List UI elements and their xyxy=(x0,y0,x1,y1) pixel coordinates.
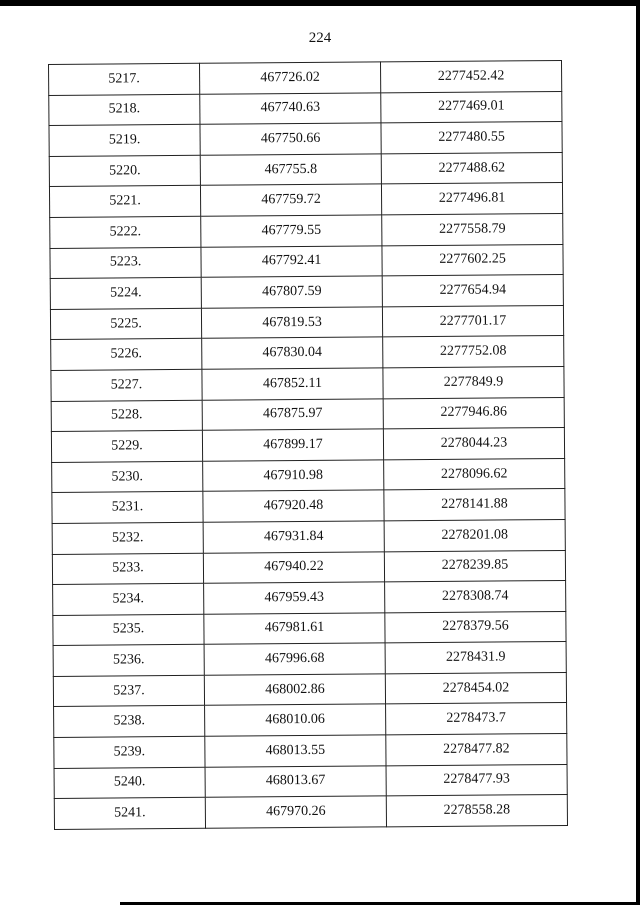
point-number-cell: 5222. xyxy=(50,216,201,248)
y-coordinate-cell: 2278379.56 xyxy=(385,611,566,643)
y-coordinate-cell: 2278477.82 xyxy=(386,734,567,766)
point-number-cell: 5227. xyxy=(51,369,202,401)
table-row xyxy=(52,519,565,554)
point-number-cell: 5232. xyxy=(52,522,203,554)
point-number-cell: 5226. xyxy=(51,339,202,371)
table-row xyxy=(49,60,562,95)
point-number-cell: 5235. xyxy=(53,614,204,646)
point-number-cell: 5234. xyxy=(53,583,204,615)
table-row xyxy=(51,428,564,463)
y-coordinate-cell: 2278239.85 xyxy=(384,550,565,582)
table-row xyxy=(54,703,567,738)
point-number-cell: 5225. xyxy=(50,308,201,340)
table-row xyxy=(49,122,562,157)
point-number-cell: 5220. xyxy=(49,155,200,187)
table-row xyxy=(53,642,566,677)
point-number-cell: 5241. xyxy=(54,798,205,830)
x-coordinate-cell: 467875.97 xyxy=(202,398,383,430)
y-coordinate-cell: 2277558.79 xyxy=(382,213,563,245)
table-row xyxy=(53,581,566,616)
table-row xyxy=(51,336,564,371)
x-coordinate-cell: 467740.63 xyxy=(200,92,381,124)
y-coordinate-cell: 2277849.9 xyxy=(383,366,564,398)
x-coordinate-cell: 467792.41 xyxy=(201,245,382,277)
x-coordinate-cell: 467819.53 xyxy=(201,307,382,339)
x-coordinate-cell: 467931.84 xyxy=(203,521,384,553)
y-coordinate-cell: 2277752.08 xyxy=(383,336,564,368)
x-coordinate-cell: 467807.59 xyxy=(201,276,382,308)
point-number-cell: 5237. xyxy=(53,675,204,707)
y-coordinate-cell: 2277602.25 xyxy=(382,244,563,276)
coordinates-table xyxy=(48,60,568,830)
x-coordinate-cell: 467750.66 xyxy=(200,123,381,155)
x-coordinate-cell: 467920.48 xyxy=(203,490,384,522)
point-number-cell: 5240. xyxy=(54,767,205,799)
y-coordinate-cell: 2278454.02 xyxy=(385,672,566,704)
y-coordinate-cell: 2277452.42 xyxy=(380,60,561,92)
y-coordinate-cell: 2278201.08 xyxy=(384,519,565,551)
table-row xyxy=(49,91,562,126)
y-coordinate-cell: 2277480.55 xyxy=(381,122,562,154)
x-coordinate-cell: 468010.06 xyxy=(205,704,386,736)
x-coordinate-cell: 467759.72 xyxy=(200,184,381,216)
table-row xyxy=(51,397,564,432)
point-number-cell: 5223. xyxy=(50,247,201,279)
y-coordinate-cell: 2278141.88 xyxy=(384,489,565,521)
point-number-cell: 5239. xyxy=(54,736,205,768)
scan-edge-top xyxy=(0,0,640,6)
table-row xyxy=(52,550,565,585)
point-number-cell: 5236. xyxy=(53,645,204,677)
y-coordinate-cell: 2278431.9 xyxy=(385,642,566,674)
table-row xyxy=(51,366,564,401)
table-row xyxy=(52,489,565,524)
x-coordinate-cell: 467899.17 xyxy=(202,429,383,461)
x-coordinate-cell: 468013.67 xyxy=(205,766,386,798)
x-coordinate-cell: 467940.22 xyxy=(203,551,384,583)
x-coordinate-cell: 467726.02 xyxy=(199,62,380,94)
table-row xyxy=(50,213,563,248)
x-coordinate-cell: 467755.8 xyxy=(200,154,381,186)
y-coordinate-cell: 2278044.23 xyxy=(383,428,564,460)
point-number-cell: 5224. xyxy=(50,277,201,309)
point-number-cell: 5218. xyxy=(49,94,200,126)
table-row xyxy=(49,183,562,218)
y-coordinate-cell: 2277946.86 xyxy=(383,397,564,429)
point-number-cell: 5238. xyxy=(54,706,205,738)
page-number: 224 xyxy=(308,30,332,46)
x-coordinate-cell: 467830.04 xyxy=(202,337,383,369)
table-row xyxy=(54,764,567,799)
y-coordinate-cell: 2277469.01 xyxy=(381,91,562,123)
table-row xyxy=(50,244,563,279)
point-number-cell: 5219. xyxy=(49,124,200,156)
x-coordinate-cell: 467981.61 xyxy=(204,613,385,645)
point-number-cell: 5233. xyxy=(52,553,203,585)
x-coordinate-cell: 467970.26 xyxy=(205,796,386,828)
x-coordinate-cell: 467910.98 xyxy=(203,460,384,492)
coordinates-table-container xyxy=(48,60,564,830)
table-row xyxy=(54,734,567,769)
point-number-cell: 5221. xyxy=(49,186,200,218)
y-coordinate-cell: 2278558.28 xyxy=(386,795,567,827)
x-coordinate-cell: 468002.86 xyxy=(204,674,385,706)
x-coordinate-cell: 467779.55 xyxy=(201,215,382,247)
y-coordinate-cell: 2278096.62 xyxy=(384,458,565,490)
x-coordinate-cell: 467852.11 xyxy=(202,368,383,400)
point-number-cell: 5228. xyxy=(51,400,202,432)
point-number-cell: 5231. xyxy=(52,492,203,524)
y-coordinate-cell: 2278477.93 xyxy=(386,764,567,796)
y-coordinate-cell: 2277496.81 xyxy=(381,183,562,215)
table-row xyxy=(52,458,565,493)
y-coordinate-cell: 2277654.94 xyxy=(382,275,563,307)
table-row xyxy=(49,152,562,187)
table-body xyxy=(49,60,568,829)
table-row xyxy=(50,305,563,340)
table-row xyxy=(53,672,566,707)
x-coordinate-cell: 467959.43 xyxy=(204,582,385,614)
point-number-cell: 5229. xyxy=(51,430,202,462)
point-number-cell: 5217. xyxy=(49,63,200,95)
y-coordinate-cell: 2278473.7 xyxy=(386,703,567,735)
table-row xyxy=(54,795,567,830)
point-number-cell: 5230. xyxy=(52,461,203,493)
table-row xyxy=(50,275,563,310)
table-row xyxy=(53,611,566,646)
x-coordinate-cell: 468013.55 xyxy=(205,735,386,767)
x-coordinate-cell: 467996.68 xyxy=(204,643,385,675)
y-coordinate-cell: 2277488.62 xyxy=(381,152,562,184)
scan-edge-right xyxy=(636,0,640,905)
y-coordinate-cell: 2278308.74 xyxy=(385,581,566,613)
y-coordinate-cell: 2277701.17 xyxy=(382,305,563,337)
